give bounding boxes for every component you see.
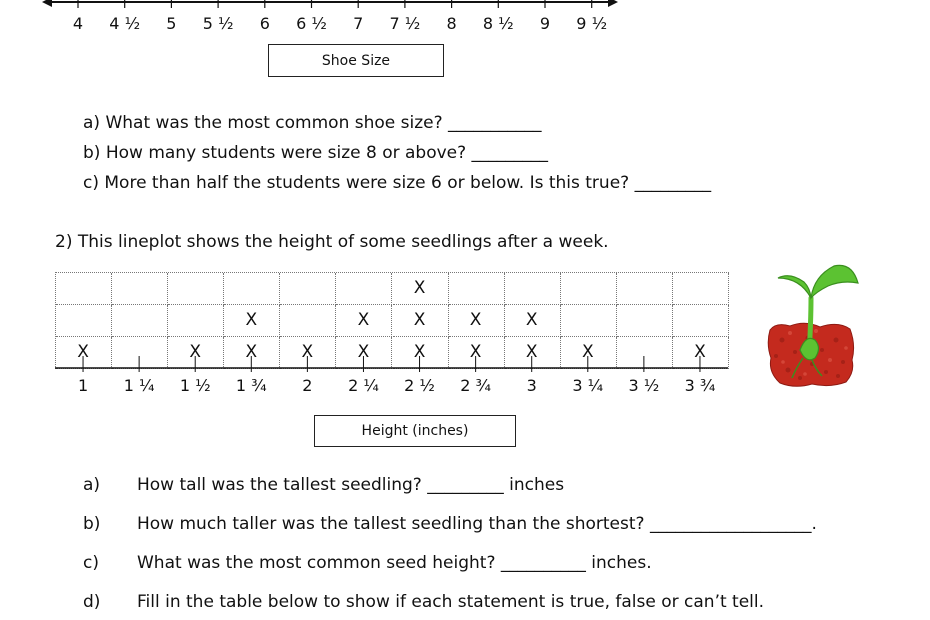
x-mark: X [694,342,706,362]
height-tick-label: 2 [302,376,313,395]
x-mark: X [189,342,202,362]
x-mark: X [525,342,538,362]
q2-question-letter: c) [83,553,99,573]
shoe-tick-label: 7 [353,14,364,33]
q2-question-letter: d) [83,592,101,612]
x-mark: X [357,342,370,362]
q2-question-text: How much taller was the tallest seedling than the shortest? ___________________. [137,514,817,534]
x-mark: X [469,342,482,362]
q2-intro-text: 2) This lineplot shows the height of some seedlings after a week. [55,232,609,252]
x-mark: X [245,342,258,362]
q1-b-text: b) How many students were size 8 or above? _________ [83,143,549,163]
shoe-tick-label: 4 ½ [109,14,141,33]
q2-question-text: How tall was the tallest seedling? _________ inches [137,475,565,495]
x-mark: X [469,310,482,330]
shoe-tick-label: 8 ½ [482,14,514,33]
height-tick-label: 1 ¼ [123,376,155,395]
shoe-tick-label: 8 [446,14,457,33]
x-mark: X [525,310,538,330]
height-tick-label: 3 ¼ [572,376,604,395]
shoe-size-axis-label: Shoe Size [268,44,444,77]
x-mark: X [301,342,314,362]
x-mark: X [581,342,594,362]
shoe-tick-label: 9 ½ [576,14,608,33]
q2-question-letter: b) [83,514,101,534]
shoe-tick-label: 5 ½ [202,14,234,33]
height-tick-label: 3 ½ [628,376,660,395]
shoe-tick-label: 5 [166,14,177,33]
height-tick-label: 1 [77,376,89,395]
x-mark: X [413,310,426,330]
shoe-tick-label: 9 [539,14,551,33]
shoe-tick-label: 6 [259,14,270,33]
height-tick-label: 2 ½ [404,376,435,395]
height-tick-label: 3 [526,376,537,395]
height-tick-label: 1 ¾ [235,376,267,395]
height-tick-label: 1 ½ [179,376,211,395]
shoe-tick-label: 4 [72,14,84,33]
q1-c-text: c) More than half the students were size 6 or below. Is this true? _________ [83,173,712,193]
shoe-tick-label: 6 ½ [296,14,327,33]
x-mark: X [245,310,258,330]
q2-question-text: Fill in the table below to show if each statement is true, false or can’t tell. [137,592,765,612]
height-axis-label: Height (inches) [314,415,516,447]
q1-a-text: a) What was the most common shoe size? ___________ [83,113,542,133]
x-mark: X [413,342,426,362]
height-tick-label: 3 ¾ [684,376,716,395]
x-mark: X [413,278,426,298]
shoe-tick-label: 7 ½ [389,14,421,33]
height-tick-label: 2 ¾ [460,376,492,395]
q2-question-text: What was the most common seed height? __________ inches. [137,553,652,573]
x-mark: X [357,310,370,330]
x-mark: X [77,342,89,362]
height-tick-label: 2 ¼ [348,376,379,395]
q2-question-letter: a) [83,475,101,495]
